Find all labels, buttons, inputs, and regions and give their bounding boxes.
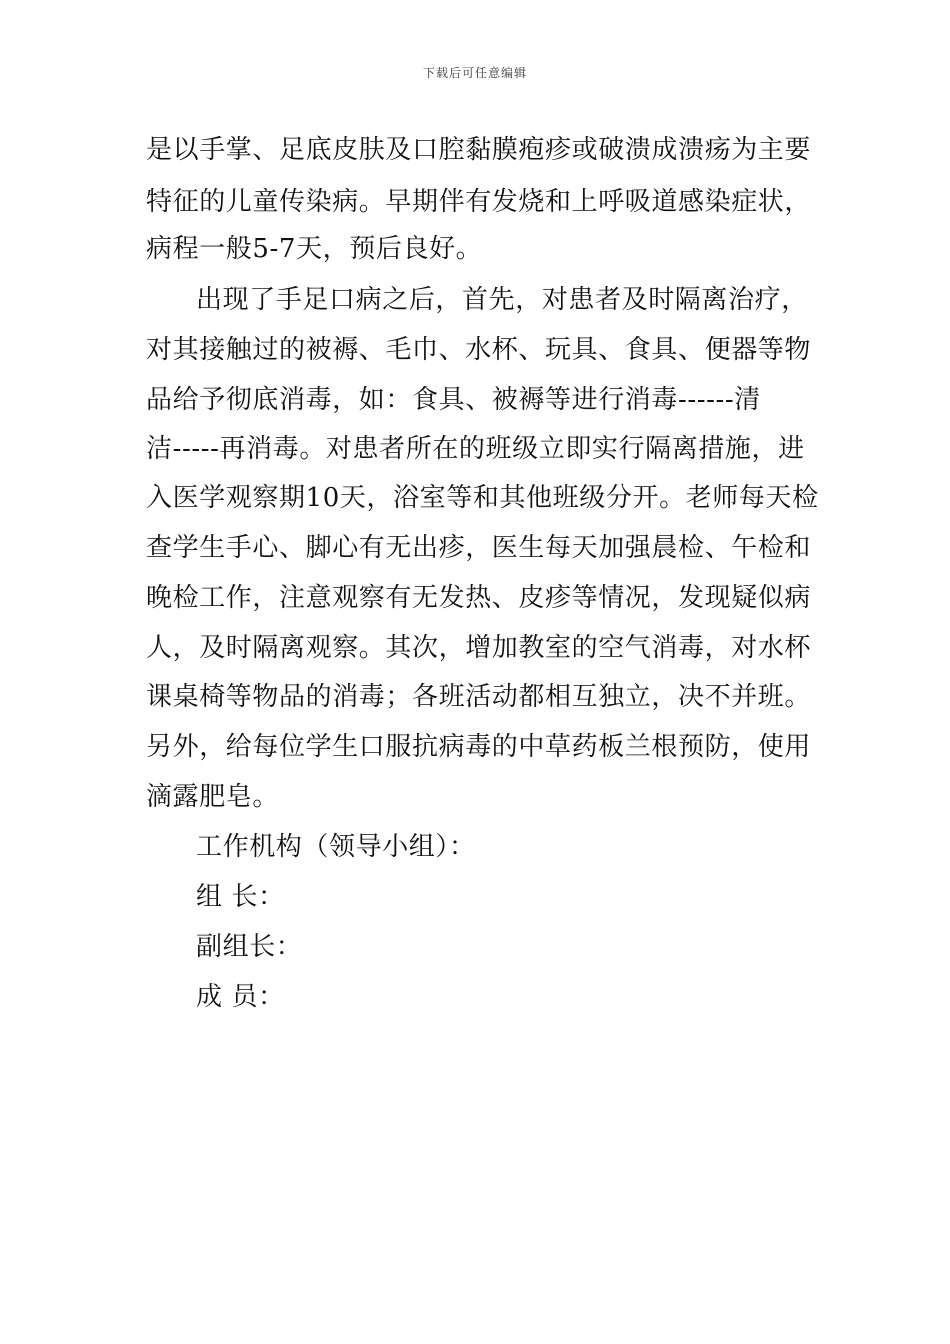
body-line-2: 特征的儿童传染病。早期伴有发烧和上呼吸道感染症状， <box>146 187 812 217</box>
body-line-6: 品给予彻底消毒，如：食具、被褥等进行消毒------清 <box>146 385 761 415</box>
body-line-1: 是以手掌、足底皮肤及口腔黏膜疱疹或破溃成溃疡为主要 <box>146 135 812 165</box>
members-label: 成 员： <box>196 982 285 1012</box>
body-line-11: 人，及时隔离观察。其次，增加教室的空气消毒，对水杯 <box>146 633 812 663</box>
body-line-10: 晚检工作，注意观察有无发热、皮疹等情况，发现疑似病 <box>146 583 812 613</box>
deputy-leader-label: 副组长： <box>196 932 303 962</box>
body-line-4: 出现了手足口病之后，首先，对患者及时隔离治疗， <box>196 285 808 315</box>
body-line-12: 课桌椅等物品的消毒；各班活动都相互独立，决不并班。 <box>146 682 812 712</box>
body-line-7: 洁-----再消毒。对患者所在的班级立即实行隔离措施，进 <box>146 434 805 464</box>
body-line-8: 入医学观察期10天，浴室等和其他班级分开。老师每天检 <box>146 483 819 513</box>
body-line-14: 滴露肥皂。 <box>146 782 280 812</box>
body-line-3: 病程一般5-7天，预后良好。 <box>146 234 483 264</box>
organization-title: 工作机构（领导小组）： <box>196 832 476 862</box>
body-line-9: 查学生手心、脚心有无出疹，医生每天加强晨检、午检和 <box>146 533 812 563</box>
body-line-13: 另外，给每位学生口服抗病毒的中草药板兰根预防，使用 <box>146 732 812 762</box>
leader-label: 组 长： <box>196 882 285 912</box>
page-header: 下载后可任意编辑 <box>422 66 527 80</box>
body-line-5: 对其接触过的被褥、毛巾、水杯、玩具、食具、便器等物 <box>146 335 812 365</box>
